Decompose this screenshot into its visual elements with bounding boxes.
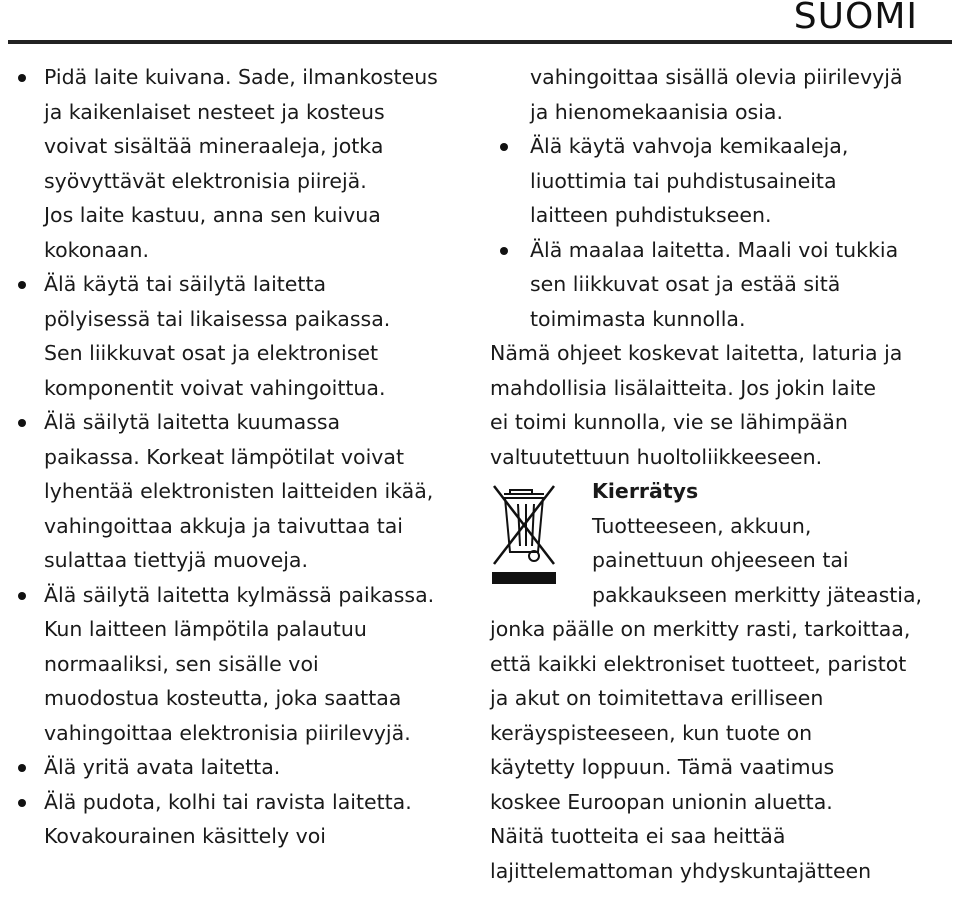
text-line: valtuutettuun huoltoliikkeeseen.	[490, 444, 823, 469]
text-line: jonka päälle on merkitty rasti, tarkoittaa,	[490, 617, 911, 641]
text-line: Näitä tuotteita ei saa heittää	[490, 824, 786, 848]
language-title: SUOMI	[793, 0, 918, 37]
text-line: Sen liikkuvat osat ja elektroniset	[44, 341, 379, 365]
text-line: Nämä ohjeet koskevat laitetta, laturia ja	[490, 341, 903, 365]
text-line: Älä maalaa laitetta. Maali voi tukkia	[490, 233, 952, 268]
header-divider	[8, 40, 952, 44]
text-line: keräyspisteeseen, kun tuote on	[490, 720, 813, 745]
continued-text	[490, 60, 952, 129]
bullet-icon	[500, 143, 508, 151]
text-line: Kovakourainen käsittely voi	[44, 824, 326, 848]
bullet-icon	[18, 799, 26, 807]
bullet-item	[10, 267, 480, 405]
text-line: vahingoittaa akkuja ja taivuttaa tai	[44, 513, 403, 538]
text-line: laitteen puhdistukseen.	[530, 203, 772, 227]
text-line: komponentit voivat vahingoittua.	[44, 375, 386, 400]
crossed-out-wheelie-bin-icon	[490, 482, 558, 586]
text-line: lajittelemattoman yhdyskuntajätteen	[490, 858, 872, 883]
bullet-item	[490, 129, 952, 233]
text-line: ei toimi kunnolla, vie se lähimpään	[490, 410, 848, 434]
text-line: Kun laitteen lämpötila palautuu	[44, 617, 367, 641]
text-line: toimimasta kunnolla.	[530, 306, 746, 331]
text-line: syövyttävät elektronisia piirejä.	[44, 168, 367, 193]
bullet-item	[10, 405, 480, 578]
bullet-icon	[18, 592, 26, 600]
text-line: kokonaan.	[44, 237, 149, 262]
text-line: Tuotteeseen, akkuun,	[592, 513, 812, 538]
text-line: painettuun ohjeeseen tai	[592, 548, 849, 572]
text-line: normaaliksi, sen sisälle voi	[44, 651, 319, 676]
text-line: ja akut on toimitettava erilliseen	[490, 686, 824, 710]
text-line: sen liikkuvat osat ja estää sitä	[530, 272, 841, 296]
text-line: voivat sisältää mineraaleja, jotka	[44, 134, 384, 158]
text-line: Älä pudota, kolhi tai ravista laitetta.	[10, 785, 480, 820]
bullet-icon	[18, 764, 26, 772]
text-line: muodostua kosteutta, joka saattaa	[44, 686, 402, 710]
recycling-section	[490, 474, 952, 612]
text-line: liuottimia tai puhdistusaineita	[530, 168, 837, 193]
text-line: koskee Euroopan unionin aluetta.	[490, 789, 833, 814]
text-line: Älä säilytä laitetta kylmässä paikassa.	[10, 578, 480, 613]
text-line: Jos laite kastuu, anna sen kuivua	[44, 203, 381, 227]
right-column	[490, 60, 952, 888]
bullet-item	[10, 578, 480, 751]
text-line: käytetty loppuun. Tämä vaatimus	[490, 755, 835, 779]
notice-paragraph	[490, 336, 952, 474]
text-line: mahdollisia lisälaitteita. Jos jokin laite	[490, 375, 876, 400]
left-column	[10, 60, 480, 854]
text-line: Älä käytä vahvoja kemikaaleja,	[490, 129, 952, 164]
text-line: vahingoittaa sisällä olevia piirilevyjä	[530, 65, 903, 89]
text-line: pölyisessä tai likaisessa paikassa.	[44, 306, 391, 331]
recycling-intro	[592, 474, 922, 612]
text-line: ja kaikenlaiset nesteet ja kosteus	[44, 99, 385, 124]
text-line: lyhentää elektronisten laitteiden ikää,	[44, 479, 434, 503]
bullet-item	[490, 233, 952, 337]
bullet-item	[10, 60, 480, 267]
recycling-body	[490, 612, 952, 888]
text-line: paikassa. Korkeat lämpötilat voivat	[44, 444, 404, 469]
bullet-icon	[18, 74, 26, 82]
text-line: että kaikki elektroniset tuotteet, paristot	[490, 651, 907, 676]
text-line: sulattaa tiettyjä muoveja.	[44, 548, 308, 572]
text-line: Älä säilytä laitetta kuumassa	[10, 405, 480, 440]
text-line: Pidä laite kuivana. Sade, ilmankosteus	[10, 60, 480, 95]
bullet-item	[10, 750, 480, 785]
bullet-icon	[18, 281, 26, 289]
text-line: pakkaukseen merkitty jäteastia,	[592, 582, 923, 607]
bullet-item	[10, 785, 480, 854]
text-line: Älä käytä tai säilytä laitetta	[10, 267, 480, 302]
text-line: ja hienomekaanisia osia.	[530, 99, 783, 124]
bullet-icon	[18, 419, 26, 427]
text-line: vahingoittaa elektronisia piirilevyjä.	[44, 720, 411, 745]
bullet-icon	[500, 247, 508, 255]
section-heading: Kierrätys	[592, 479, 699, 503]
text-line: Älä yritä avata laitetta.	[10, 750, 480, 785]
